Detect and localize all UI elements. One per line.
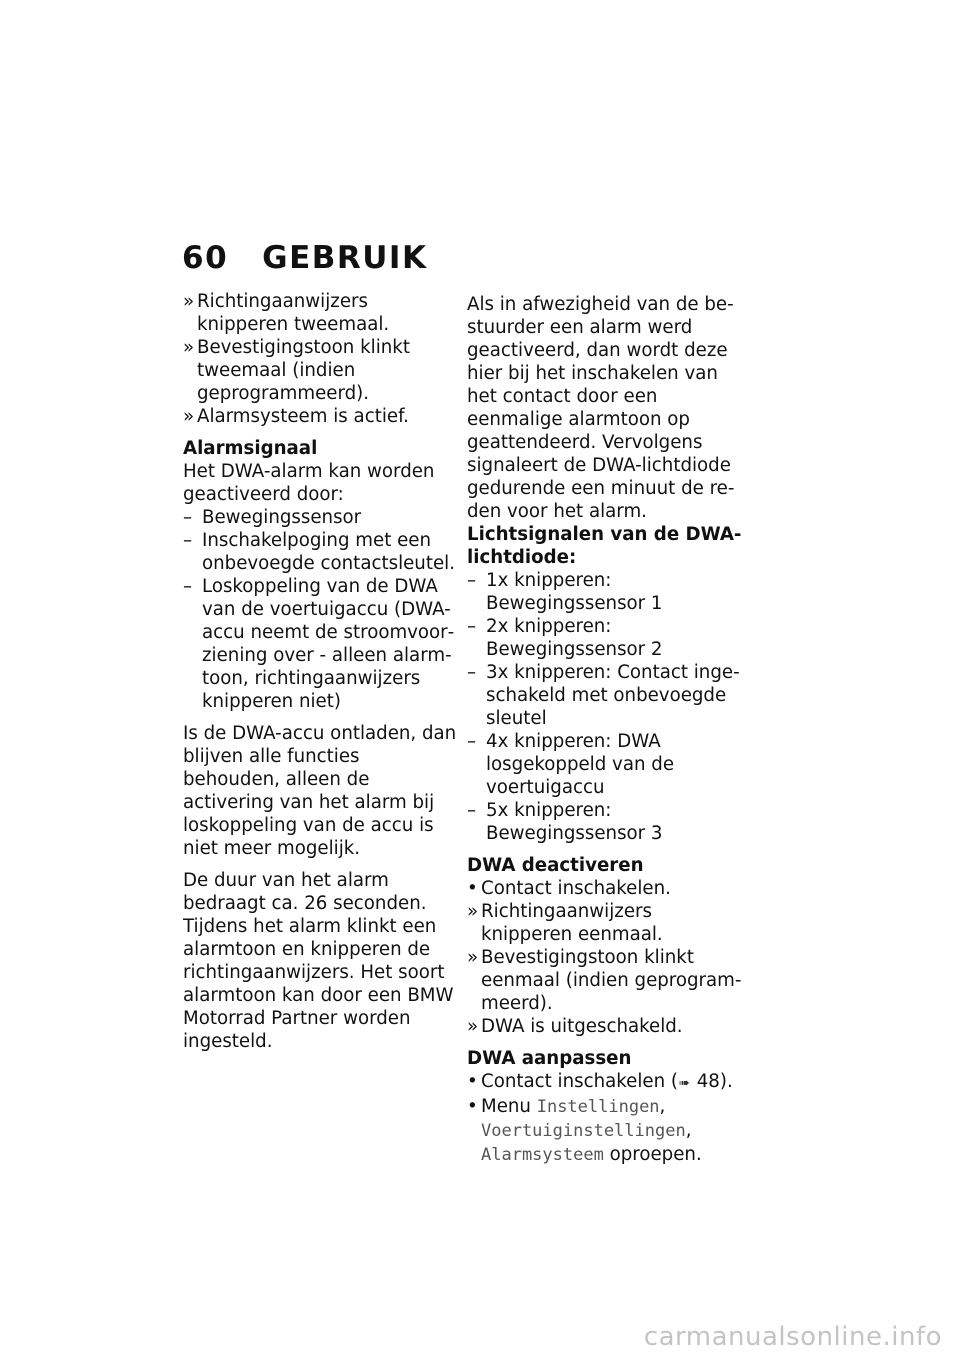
result-marker: » [467, 1016, 479, 1037]
battery-paragraph: Is de DWA-accu ontladen, dan blijven alle functies behouden, alleen de activering van het alarm bij loskoppeling van de accu is niet meer mogelijk. [183, 723, 457, 859]
dash-marker: – [467, 662, 477, 683]
alarm-signal-heading: Alarmsignaal [183, 438, 318, 459]
list-item: » Richtingaanwijzers knipperen eenmaal. [467, 901, 663, 945]
list-item: – Loskoppeling van de DWA van de voertuigaccu (DWA-accu neemt de stroomvoorziening over - alleen alarmtoon, richtingaanwijzers knipperen niet) [183, 576, 455, 712]
bullet-marker: • [467, 878, 478, 899]
left-column [183, 290, 458, 1062]
dash-marker: – [467, 616, 477, 637]
list-item: » Richtingaanwijzers knipperen tweemaal. [183, 291, 390, 335]
list-item: – 2x knipperen: Bewegingssensor 2 [467, 616, 663, 660]
absence-paragraph: Als in afwezigheid van de bestuurder een alarm werd geactiveerd, dan wordt deze hier bij het inschakelen van het contact door een eenmalige alarmtoon op geattendeerd. Vervolgens signaleert de DWA-lichtdiode gedurende een minuut de reden voor het alarm. [467, 294, 735, 522]
list-item: – 5x knipperen: Bewegingssensor 3 [467, 800, 663, 844]
result-marker: » [467, 901, 479, 922]
list-item: » Bevestigingstoon klinkt eenmaal (indien geprogrammeerd). [467, 947, 742, 1014]
light-signals-list [467, 569, 742, 845]
list-item: – 1x knipperen: Bewegingssensor 1 [467, 570, 663, 614]
list-item: – Bewegingssensor [183, 507, 362, 528]
result-list [183, 290, 458, 428]
page-reference[interactable]: 48). [696, 1071, 733, 1092]
adjust-heading: DWA aanpassen [467, 1048, 632, 1069]
menu-path-alarm-system: Alarmsysteem [481, 1145, 604, 1165]
bullet-marker: • [467, 1071, 478, 1092]
alarm-intro: Het DWA-alarm kan worden geactiveerd door: [183, 461, 435, 505]
list-item: » Bevestigingstoon klinkt tweemaal (indien geprogrammeerd). [183, 337, 410, 404]
dash-marker: – [183, 530, 193, 551]
list-item: – 3x knipperen: Contact ingeschakeld met onbevoegde sleutel [467, 662, 740, 729]
menu-path-settings: Instellingen [536, 1097, 660, 1117]
result-marker: » [183, 406, 195, 427]
list-item: • Contact inschakelen. [467, 878, 671, 899]
list-item: • Menu Instellingen, Voertuiginstellingen, Alarmsysteem oproepen. [467, 1096, 702, 1165]
watermark: carmanualsonline.info [643, 1322, 942, 1352]
page-header [182, 240, 428, 276]
list-item: » DWA is uitgeschakeld. [467, 1016, 683, 1037]
bullet-marker: • [467, 1096, 478, 1117]
section-title: GEBRUIK [262, 240, 428, 276]
menu-path-vehicle-settings: Voertuiginstellingen [481, 1121, 686, 1141]
right-column [467, 293, 742, 1176]
dash-marker: – [467, 731, 477, 752]
page-reference-arrow-icon: ➠ [679, 1076, 690, 1091]
deactivate-steps [467, 877, 742, 900]
result-marker: » [183, 337, 195, 358]
result-marker: » [183, 291, 195, 312]
list-item: » Alarmsysteem is actief. [183, 406, 409, 427]
list-item: – Inschakelpoging met een onbevoegde contactsleutel. [183, 530, 455, 574]
alarm-triggers-list [183, 506, 458, 713]
dash-marker: – [467, 800, 477, 821]
deactivate-results [467, 900, 742, 1038]
duration-paragraph: De duur van het alarm bedraagt ca. 26 seconden. Tijdens het alarm klinkt een alarmtoon en knipperen de richtingaanwijzers. Het soort alarmtoon kan door een BMW Motorrad Partner worden ingesteld. [183, 870, 454, 1052]
adjust-steps [467, 1070, 742, 1167]
light-signals-heading: Lichtsignalen van de DWA-lichtdiode: [467, 524, 742, 568]
page-number: 60 [182, 240, 229, 276]
list-item: • Contact inschakelen (➠ 48). [467, 1070, 742, 1095]
list-item: – 4x knipperen: DWA losgekoppeld van de voertuigaccu [467, 731, 675, 798]
result-marker: » [467, 947, 479, 968]
deactivate-heading: DWA deactiveren [467, 855, 644, 876]
dash-marker: – [467, 570, 477, 591]
dash-marker: – [183, 576, 193, 597]
dash-marker: – [183, 507, 193, 528]
